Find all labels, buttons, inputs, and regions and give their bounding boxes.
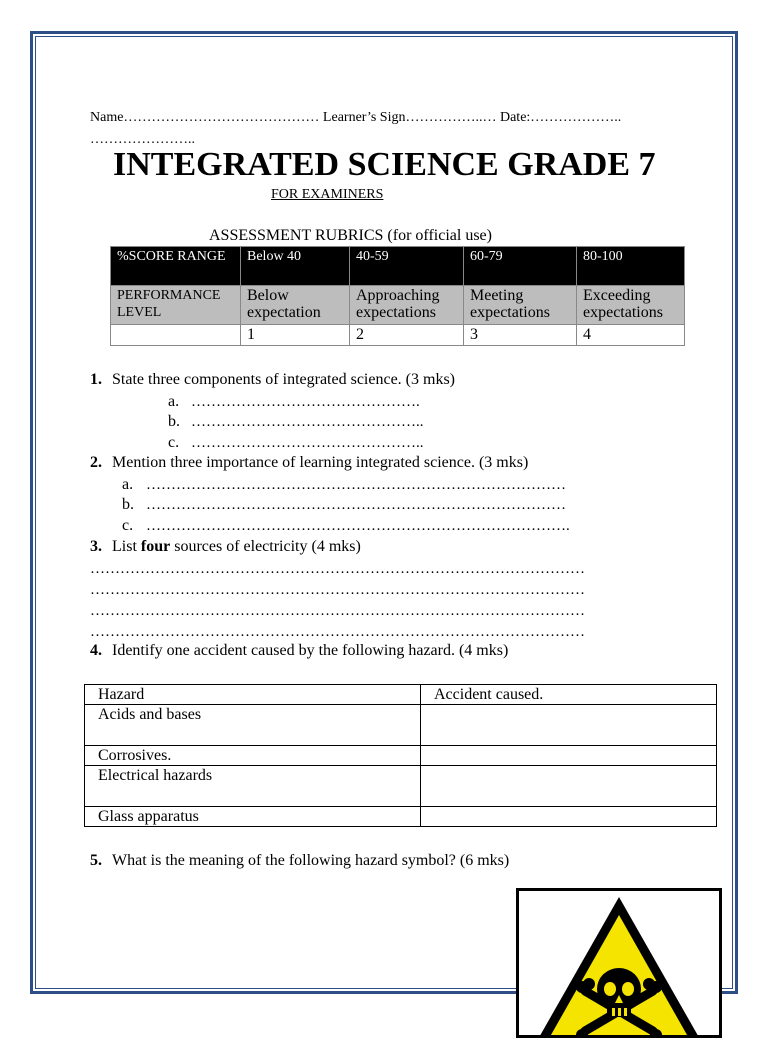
rubric-cell: 40-59 [350,247,464,286]
skull-crossbones-warning-icon [516,888,722,1038]
rubric-cell: Below expectation [241,286,350,325]
question-number: 4. [90,642,102,659]
question-2 [90,454,528,472]
answer-line-3[interactable]: ……………………………………………………………………………………… [90,603,585,619]
rubric-cell: PERFORMANCE LEVEL [111,286,241,325]
table-header-cell: Hazard [85,685,421,705]
answer-line-1b[interactable]: b. ……………………………………….. [168,413,424,430]
answer-line-1c[interactable]: c. ……………………………………….. [168,434,424,451]
question-5 [90,852,509,870]
answer-line-3[interactable]: ……………………………………………………………………………………… [90,624,585,640]
rubric-row-level-number [111,325,685,346]
rubric-cell: 1 [241,325,350,346]
rubric-cell: %SCORE RANGE [111,247,241,286]
question-text: Identify one accident caused by the following hazard. (4 mks) [112,642,509,659]
name-sign-date-line: Name…………………………………… Learner’s Sign……………..… Date:……………….. [90,110,622,125]
answer-line-2c[interactable]: c. …………………………………………………………………………. [122,517,570,534]
table-header-row [85,685,717,705]
hazard-table [84,684,717,827]
rubric-cell: Exceeding expectations [577,286,685,325]
rubric-cell: Approaching expectations [350,286,464,325]
question-number: 1. [90,371,102,388]
rubric-title: ASSESSMENT RUBRICS (for official use) [209,227,492,244]
table-row [85,705,717,746]
rubric-cell: Below 40 [241,247,350,286]
rubric-row-performance-level [111,286,685,325]
question-number: 2. [90,454,102,471]
answer-line-3[interactable]: ……………………………………………………………………………………… [90,561,585,577]
table-row [85,766,717,807]
question-4 [90,642,508,660]
page-subtitle: FOR EXAMINERS [271,187,384,202]
page-title: INTEGRATED SCIENCE GRADE 7 [113,146,656,183]
rubric-cell: 3 [464,325,577,346]
answer-line-3[interactable]: ……………………………………………………………………………………… [90,582,585,598]
question-number: 3. [90,538,102,555]
answer-line-1a[interactable]: a. ………………………………………. [168,393,420,410]
emphasis-four: four [140,538,171,555]
hazard-cell: Acids and bases [85,705,421,746]
hazard-cell: Corrosives. [85,746,421,766]
accident-answer-cell[interactable] [421,746,717,766]
rubric-cell: 60-79 [464,247,577,286]
rubric-cell: Meeting expectations [464,286,577,325]
rubric-cell: 2 [350,325,464,346]
answer-line-2a[interactable]: a. ………………………………………………………………………… [122,476,566,493]
rubric-cell [111,325,241,346]
answer-line-2b[interactable]: b. ………………………………………………………………………… [122,496,566,513]
question-1 [90,371,455,389]
question-text: What is the meaning of the following hazard symbol? (6 mks) [112,852,510,869]
rubric-cell: 80-100 [577,247,685,286]
table-row [85,746,717,766]
table-row [85,807,717,827]
hazard-cell: Glass apparatus [85,807,421,827]
accident-answer-cell[interactable] [421,766,717,807]
accident-answer-cell[interactable] [421,807,717,827]
assessment-rubric-table [110,246,685,346]
question-number: 5. [90,852,102,869]
table-header-cell: Accident caused. [421,685,717,705]
rubric-row-score-range [111,247,685,286]
accident-answer-cell[interactable] [421,705,717,746]
hazard-cell: Electrical hazards [85,766,421,807]
hazard-symbol-graphic [519,891,719,1035]
rubric-cell: 4 [577,325,685,346]
question-text: Mention three importance of learning integrated science. (3 mks) [112,454,529,471]
question-3: 3. List four sources of electricity (4 mks) [90,538,361,555]
question-text: State three components of integrated science. (3 mks) [112,371,455,388]
name-line-continuation: ………………….. [90,132,195,147]
